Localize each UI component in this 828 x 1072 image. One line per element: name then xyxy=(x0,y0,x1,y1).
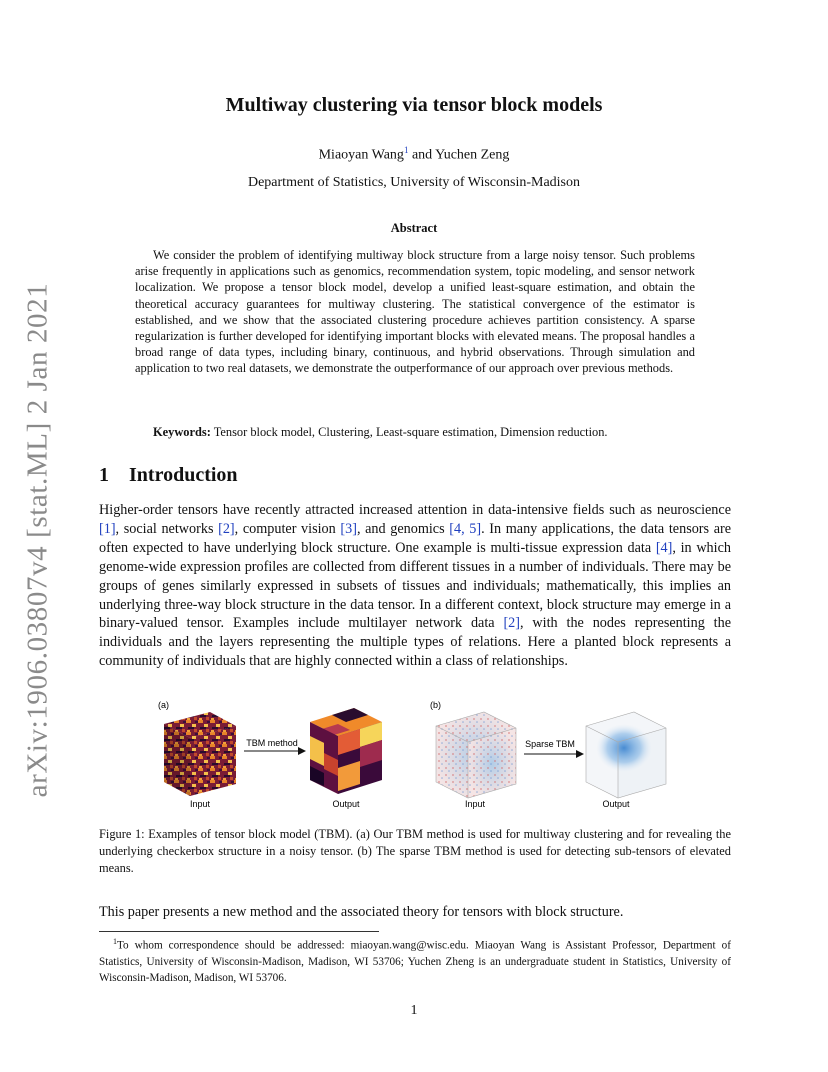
figure-1 xyxy=(150,696,680,814)
footnote-text: To whom correspondence should be addressed: miaoyan.wang@wisc.edu. Miaoyan Wang is Assistant Professor, Department of Statistics, University of Wisconsin-Madison, Madison, WI 53706; Yuchen Zheng is an undergraduate student in Statistics, University of Wisconsin-Madison, Madison, WI 53706. xyxy=(99,939,731,984)
output-block-cube xyxy=(586,712,666,798)
panel-b-output-label: Output xyxy=(602,799,630,809)
keywords-text: Tensor block model, Clustering, Least-square estimation, Dimension reduction. xyxy=(210,425,608,439)
panel-b-method-label: Sparse TBM xyxy=(525,739,575,749)
footnote-rule xyxy=(99,931,379,932)
figure-1-graphic xyxy=(150,696,680,814)
section-number: 1 xyxy=(99,464,109,486)
abstract-heading: Abstract xyxy=(390,221,438,235)
citation-link[interactable]: [4, 5] xyxy=(449,520,482,537)
panel-b-label: (b) xyxy=(430,700,441,710)
figure-caption: Figure 1: Examples of tensor block model (TBM). (a) Our TBM method is used for multiway clustering and for revealing the underlying checkerbox structure in a noisy tensor. (b) The sparse TBM method is used for detecting sub-tensors of elevated means. xyxy=(99,827,731,875)
section-title: Introduction xyxy=(129,464,238,486)
body-paragraph: This paper presents a new method and the associated theory for tensors with block structure. xyxy=(99,904,624,920)
citation-link[interactable]: [2] xyxy=(503,615,520,632)
citation-link[interactable]: [4] xyxy=(655,539,673,556)
authors xyxy=(0,145,828,164)
abstract-body: We consider the problem of identifying multiway block structure from a large noisy tensor. Such problems arise frequently in applications such as genomics, recommendation system, topic modeling, and sensor network localization. We propose a tensor block model, develop a unified least-square estimation, and obtain the theoretical accuracy guarantees for multiway clustering. The statistical convergence of the estimator is established, and we show that the associated clustering procedure achieves partition consistency. A sparse regularization is further developed for identifying important blocks with elevated means. The proposal handles a broad range of data types, including binary, continuous, and hybrid observations. Through simulation and application to two real datasets, we demonstrate the outperformance of our approach over previous methods. xyxy=(135,248,695,376)
citation-link[interactable]: [2] xyxy=(218,520,235,537)
footnote-mark: 1 xyxy=(113,937,117,946)
panel-a-method-label: TBM method xyxy=(246,738,298,748)
input-noisy-tensor-cube xyxy=(164,712,236,796)
panel-a-output-label: Output xyxy=(332,799,360,809)
author-first: Miaoyan Wang xyxy=(318,147,404,163)
panel-a-input-label: Input xyxy=(189,799,211,809)
keywords-label: Keywords: xyxy=(153,425,211,439)
section-heading xyxy=(99,464,238,487)
citation-link[interactable]: [3] xyxy=(340,520,357,537)
footnote xyxy=(99,934,731,986)
input-sparse-tensor-cube xyxy=(436,712,516,798)
panel-b-input-label: Input xyxy=(464,799,486,809)
arxiv-identifier: arXiv:1906.03807v4 [stat.ML] 2 Jan 2021 xyxy=(21,282,54,798)
panel-a-label: (a) xyxy=(158,700,169,710)
author-footnote-mark[interactable]: 1 xyxy=(403,145,409,155)
page-number: 1 xyxy=(410,1003,418,1018)
output-checkerbox-cube xyxy=(310,708,382,794)
paper-title: Multiway clustering via tensor block models xyxy=(225,94,603,116)
keywords xyxy=(135,425,695,440)
citation-link[interactable]: [1] xyxy=(99,520,116,537)
author-rest: and Yuchen Zeng xyxy=(408,147,510,163)
affiliation: Department of Statistics, University of Wisconsin-Madison xyxy=(247,175,581,190)
intro-paragraph: Higher-order tensors have recently attracted increased attention in data-intensive fields such as neuroscience [1], social networks [2], computer vision [3], and genomics [4, 5]. In many applications, the data tensors are often expected to have underlying block structure. One example is multi-tissue expression data [4], in which genome-wide expression profiles are collected from different tissues in a number of individuals. There may be groups of genes similarly expressed in subsets of tissues and individuals; mathematically, this implies an underlying three-way block structure in the data tensor. In a different context, block structure may emerge in a binary-valued tensor. Examples include multilayer network data [2], with the nodes representing the individuals and the layers representing the multiple types of relations. Here a planted block represents a community of individuals that are highly connected within a class of relationships. xyxy=(99,502,732,670)
